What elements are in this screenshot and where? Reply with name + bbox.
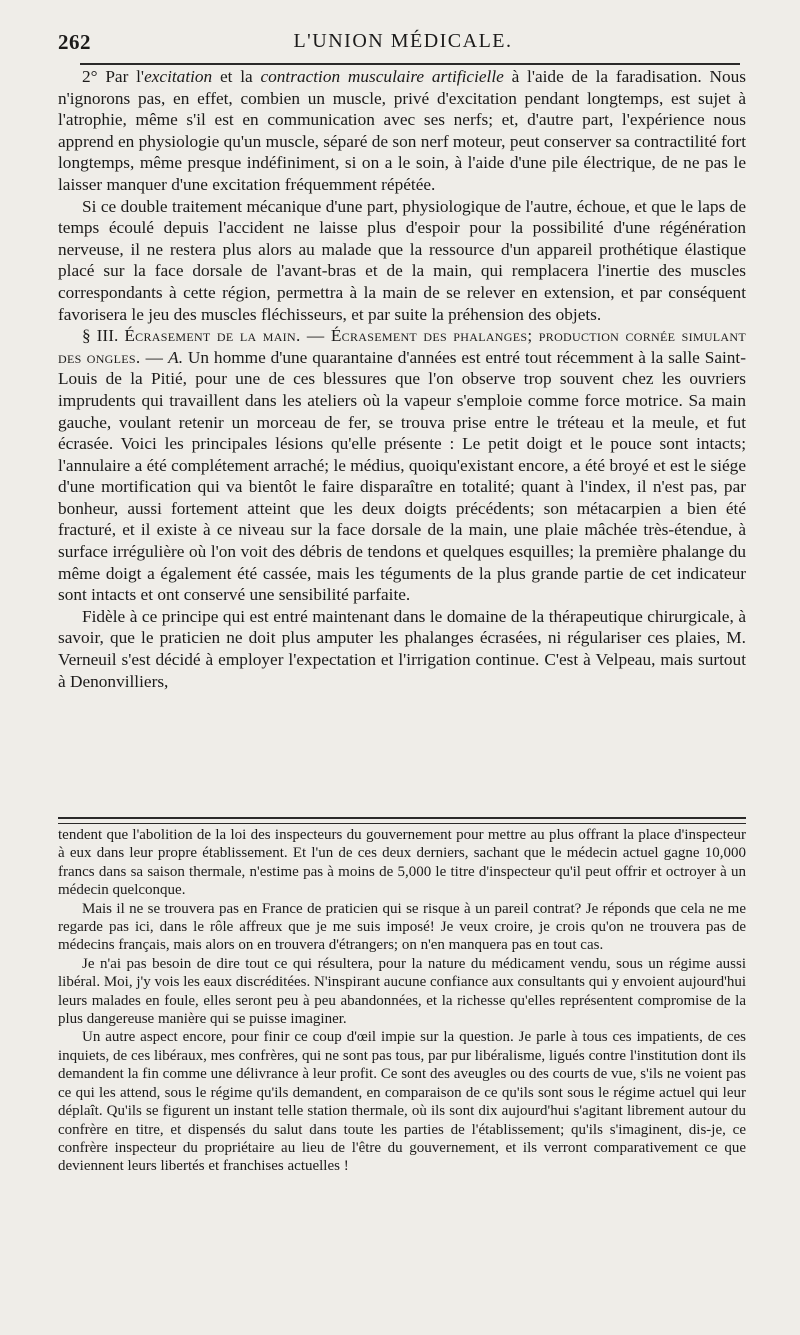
paragraph-section-iii: § III. Écrasement de la main. — Écrasement des phalanges; production cornée simulant des ongles. — A. Un homme d'une quarantaine d'années est entré tout récemment à la salle Saint-Louis de la Pitié, pour une de ces blessures que l'on observe trop souvent chez les ouvriers imprudents qui travaillent dans les ateliers où la vapeur s'emploie comme force motrice. Sa main gauche, voulant retenir un morceau de fer, se trouva prise entre le tréteau et la meule, et fut écrasée. Voici les principales lésions qu'elle présente : Le petit doigt et le pouce sont intacts; l'annulaire a été complétement arraché; le médius, quoiqu'existant encore, a été broyé et est le siége d'une mortification qui va bientôt le faire disparaître en totalité; quant à l'index, il n'est pas, par bonheur, aussi fortement atteint que les deux doigts précédents; son métacarpien a bien été fracturé, et il existe à ce niveau sur la face dorsale de la main, une plaie mâchée très-étendue, à surface irrégulière où l'on voit des débris de tendons et quelques esquilles; la première phalange du même doigt a également été cassée, mais les téguments de la plus grande partie de cet indicateur sont intacts et ont conservé une sensibilité parfaite.: [58, 326, 746, 605]
paragraph-verneuil: Fidèle à ce principe qui est entré maintenant dans le domaine de la thérapeutique chirurgicale, à savoir, que le praticien ne doit plus amputer les phalanges écrasées, ni régulariser ces plaies, M. Verneuil s'est décidé à employer l'expectation et l'irrigation continue. C'est à Velpeau, mais surtout à Denonvilliers,: [58, 606, 746, 691]
section-number: § III.: [82, 326, 119, 346]
paragraph-prosthesis: Si ce double traitement mécanique d'une part, physiologique de l'autre, échoue, et que le laps de temps écoulé depuis l'accident ne laisse plus d'espoir pour la possibilité d'une régénération nerveuse, il ne restera plus alors au malade que la ressource d'un appareil prothétique élastique placé sur la face dorsale de l'avant-bras et de la main, qui remplacera l'inertie des muscles correspondants à cette région, permettra à la main de se relever en extension, et par conséquent favorisera le jeu des muscles fléchisseurs, et par suite la préhension des objets.: [58, 196, 746, 324]
section-heading: Écrasement de la main. — Écrasement des phalanges; production cornée simulant des ongles. —: [58, 326, 746, 367]
running-header: [58, 30, 748, 56]
footnote-paragraph: Je n'ai pas besoin de dire tout ce qui résultera, pour la nature du médicament vendu, sous un régime aussi libéral. Moi, j'y vois les eaux discréditées. N'inspirant aucune confiance aux consultants qui y envoient aujourd'hui leurs malades en foule, elles seront peu à peu abandonnées, et la richesse qu'elles représentent compromise de la plus dangereuse manière qui se puisse imaginer.: [58, 955, 746, 1028]
footnote-rule: [58, 817, 746, 824]
paragraph-faradisation: 2° Par l'excitation et la contraction musculaire artificielle à l'aide de la faradisation. Nous n'ignorons pas, en effet, combien un muscle, privé d'excitation pendant longtemps, est sujet à l'atrophie, même s'il est en communication avec ses nerfs; et, d'autre part, l'expérience nous apprend en physiologie qu'un muscle, séparé de son nerf moteur, peut conserver sa contractilité fort longtemps, même presque indéfiniment, si on a le soin, à l'aide d'une pile électrique, de ne pas le laisser manquer d'une excitation fréquemment répétée.: [58, 67, 746, 194]
footnote-paragraph: tendent que l'abolition de la loi des inspecteurs du gouvernement pour mettre au plus offrant la place d'inspecteur à eux dans leur propre établissement. Et l'un de ces deux derniers, sachant que le médecin actuel gagne 10,000 francs dans sa saison thermale, n'estime pas à moins de 5,000 le titre d'inspecteur qu'il peut offrir et octroyer à un médecin quelconque.: [58, 827, 746, 899]
footnote-text: [58, 826, 746, 1176]
footnote-paragraph: Un autre aspect encore, pour finir ce coup d'œil impie sur la question. Je parle à tous ces impatients, de ces inquiets, de ces libéraux, mes confrères, qui ne sont pas tous, par pur libéralisme, ligués contre l'institution dont ils demandent la fin comme une délivrance à leur profit. Ce sont des aveugles ou des courts de vue, s'ils ne voient pas ce qui les attend, sous le régime qu'ils demandent, en comparaison de ce qu'ils sont sous le régime actuel qui leur déplaît. Qu'ils se figurent un instant telle station thermale, où ils sont dix aujourd'hui s'agitant librement autour du confrère en titre, et dispensés du salut dans toute les parties de l'établissement; qu'ils s'imaginent, dis-je, ce confrère inspecteur du propriétaire au lieu de l'être du gouvernement, et ils verront comparativement ce que deviennent leurs libertés et franchises actuelles !: [58, 1029, 746, 1175]
page-number: 262: [58, 30, 91, 54]
case-letter: A.: [168, 347, 184, 367]
emphasis-contraction: contraction musculaire artificielle: [260, 67, 504, 86]
journal-title: L'UNION MÉDICALE.: [293, 30, 513, 52]
header-rule: [80, 63, 740, 65]
emphasis-excitation: excitation: [144, 67, 213, 86]
main-text: [58, 66, 746, 692]
footnote-paragraph: Mais il ne se trouvera pas en France de praticien qui se risque à un pareil contrat? Je réponds que cela ne me regarde pas ici, dans le rôle affreux que je me suis imposé! Je veux croire, je crois qu'on ne trouvera pas de médecins français, mais alors on en trouvera d'étrangers; on n'en manquera pas en tout cas.: [58, 900, 746, 954]
